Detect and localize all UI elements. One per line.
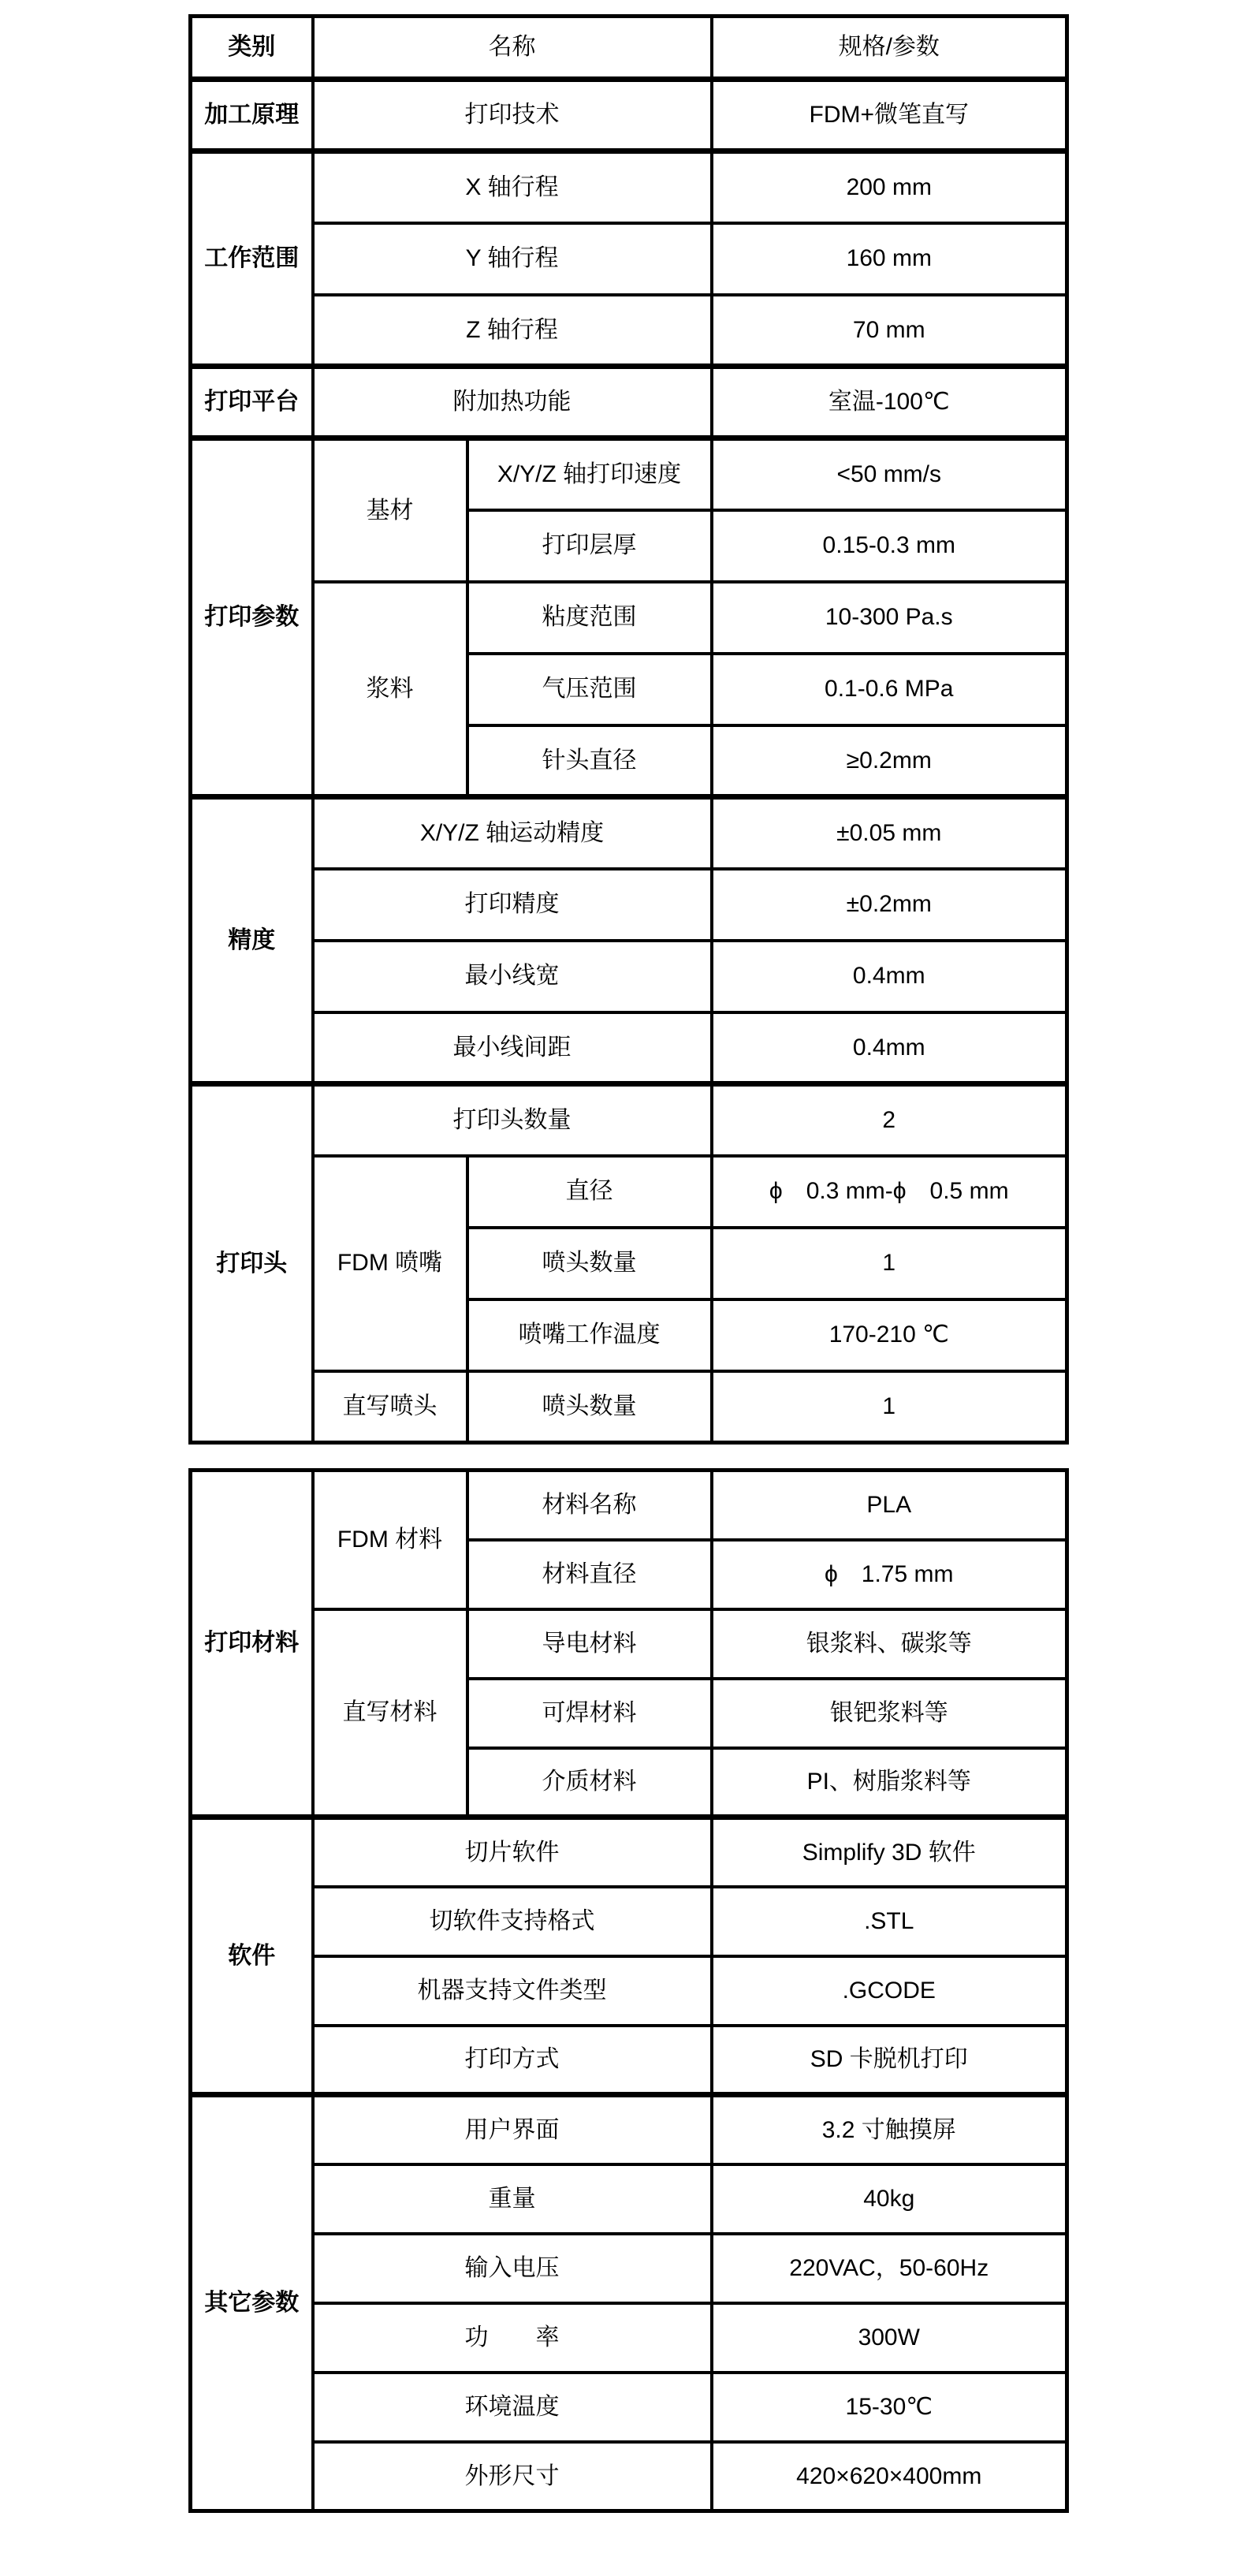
value-cell: ϕ 1.75 mm [712, 1540, 1067, 1609]
value-cell: 银钯浆料等 [712, 1679, 1067, 1748]
name-cell: 最小线间距 [313, 1012, 712, 1084]
category-cell: 精度 [191, 797, 313, 1084]
name-cell: 粘度范围 [467, 582, 712, 654]
value-cell: 0.4mm [712, 1012, 1067, 1084]
group-label-cell: 直写材料 [313, 1609, 467, 1817]
category-cell: 打印头 [191, 1084, 313, 1443]
name-cell: 气压范围 [467, 654, 712, 725]
name-cell: 机器支持文件类型 [313, 1956, 712, 2026]
value-cell: 2 [712, 1084, 1067, 1156]
table-row [191, 1471, 1067, 1540]
value-cell: 420×620×400mm [712, 2442, 1067, 2511]
header-category-cell: 类别 [191, 17, 313, 80]
table-row [191, 2026, 1067, 2095]
category-cell: 软件 [191, 1817, 313, 2095]
table-row [191, 438, 1067, 510]
name-cell: 喷嘴工作温度 [467, 1299, 712, 1371]
category-cell: 打印参数 [191, 438, 313, 797]
table-row [191, 2095, 1067, 2164]
value-cell: ϕ 0.3 mm-ϕ 0.5 mm [712, 1156, 1067, 1228]
name-cell: X/Y/Z 轴运动精度 [313, 797, 712, 869]
value-cell: .GCODE [712, 1956, 1067, 2026]
value-cell: 0.1-0.6 MPa [712, 654, 1067, 725]
name-cell: 用户界面 [313, 2095, 712, 2164]
name-cell: 外形尺寸 [313, 2442, 712, 2511]
name-cell: 直径 [467, 1156, 712, 1228]
table-row [191, 1609, 1067, 1679]
table-row [191, 1156, 1067, 1228]
name-cell: 环境温度 [313, 2373, 712, 2442]
table-row [191, 1817, 1067, 1887]
name-cell: 针头直径 [467, 725, 712, 797]
value-cell: 70 mm [712, 295, 1067, 367]
value-cell: 15-30℃ [712, 2373, 1067, 2442]
value-cell: Simplify 3D 软件 [712, 1817, 1067, 1887]
value-cell: SD 卡脱机打印 [712, 2026, 1067, 2095]
value-cell: 170-210 ℃ [712, 1299, 1067, 1371]
value-cell: 300W [712, 2303, 1067, 2373]
value-cell: 10-300 Pa.s [712, 582, 1067, 654]
name-cell: 可焊材料 [467, 1679, 712, 1748]
value-cell: 室温-100℃ [712, 367, 1067, 438]
group-label-cell: FDM 材料 [313, 1471, 467, 1609]
table-row [191, 1084, 1067, 1156]
value-cell: 40kg [712, 2164, 1067, 2234]
name-cell: 打印精度 [313, 869, 712, 941]
table-row [191, 151, 1067, 223]
table-row [191, 2164, 1067, 2234]
value-cell: .STL [712, 1887, 1067, 1956]
group-label-cell: 浆料 [313, 582, 467, 797]
name-cell: 打印方式 [313, 2026, 712, 2095]
value-cell: ±0.2mm [712, 869, 1067, 941]
value-cell: PLA [712, 1471, 1067, 1540]
name-cell: Y 轴行程 [313, 223, 712, 295]
name-cell: 附加热功能 [313, 367, 712, 438]
table-row [191, 2303, 1067, 2373]
name-cell: 输入电压 [313, 2234, 712, 2303]
value-cell: 银浆料、碳浆等 [712, 1609, 1067, 1679]
value-cell: 1 [712, 1371, 1067, 1443]
table-row [191, 1956, 1067, 2026]
name-cell: 喷头数量 [467, 1228, 712, 1299]
table-row [191, 582, 1067, 654]
group-label-cell: 直写喷头 [313, 1371, 467, 1443]
header-name-cell: 名称 [313, 17, 712, 80]
value-cell: 200 mm [712, 151, 1067, 223]
name-cell: 功 率 [313, 2303, 712, 2373]
name-cell: 最小线宽 [313, 941, 712, 1012]
table-row [191, 1012, 1067, 1084]
name-cell: 介质材料 [467, 1748, 712, 1817]
value-cell: 3.2 寸触摸屏 [712, 2095, 1067, 2164]
category-cell: 打印材料 [191, 1471, 313, 1817]
value-cell: PI、树脂浆料等 [712, 1748, 1067, 1817]
category-cell: 加工原理 [191, 80, 313, 151]
table-row [191, 941, 1067, 1012]
value-cell: ≥0.2mm [712, 725, 1067, 797]
value-cell: 1 [712, 1228, 1067, 1299]
table-row [191, 295, 1067, 367]
name-cell: 导电材料 [467, 1609, 712, 1679]
table-section-gap [188, 1445, 1251, 1468]
name-cell: 切片软件 [313, 1817, 712, 1887]
table-row [191, 2373, 1067, 2442]
table-row [191, 869, 1067, 941]
name-cell: 打印技术 [313, 80, 712, 151]
spec-table-lower [188, 1468, 1069, 2513]
header-spec-cell: 规格/参数 [712, 17, 1067, 80]
name-cell: 材料直径 [467, 1540, 712, 1609]
name-cell: X 轴行程 [313, 151, 712, 223]
group-label-cell: FDM 喷嘴 [313, 1156, 467, 1371]
name-cell: 喷头数量 [467, 1371, 712, 1443]
group-label-cell: 基材 [313, 438, 467, 582]
table-row [191, 797, 1067, 869]
name-cell: 切软件支持格式 [313, 1887, 712, 1956]
category-cell: 打印平台 [191, 367, 313, 438]
table-row [191, 2234, 1067, 2303]
table-row [191, 2442, 1067, 2511]
value-cell: 220VAC，50-60Hz [712, 2234, 1067, 2303]
name-cell: 打印层厚 [467, 510, 712, 582]
name-cell: 重量 [313, 2164, 712, 2234]
name-cell: 打印头数量 [313, 1084, 712, 1156]
category-cell: 其它参数 [191, 2095, 313, 2511]
value-cell: ±0.05 mm [712, 797, 1067, 869]
table-row [191, 1887, 1067, 1956]
name-cell: Z 轴行程 [313, 295, 712, 367]
table-row [191, 1371, 1067, 1443]
table-row [191, 367, 1067, 438]
value-cell: 0.4mm [712, 941, 1067, 1012]
table-row [191, 80, 1067, 151]
name-cell: 材料名称 [467, 1471, 712, 1540]
value-cell: <50 mm/s [712, 438, 1067, 510]
name-cell: X/Y/Z 轴打印速度 [467, 438, 712, 510]
value-cell: FDM+微笔直写 [712, 80, 1067, 151]
table-header-row [191, 17, 1067, 80]
value-cell: 160 mm [712, 223, 1067, 295]
category-cell: 工作范围 [191, 151, 313, 367]
value-cell: 0.15-0.3 mm [712, 510, 1067, 582]
table-row [191, 223, 1067, 295]
spec-table-upper [188, 14, 1069, 1445]
